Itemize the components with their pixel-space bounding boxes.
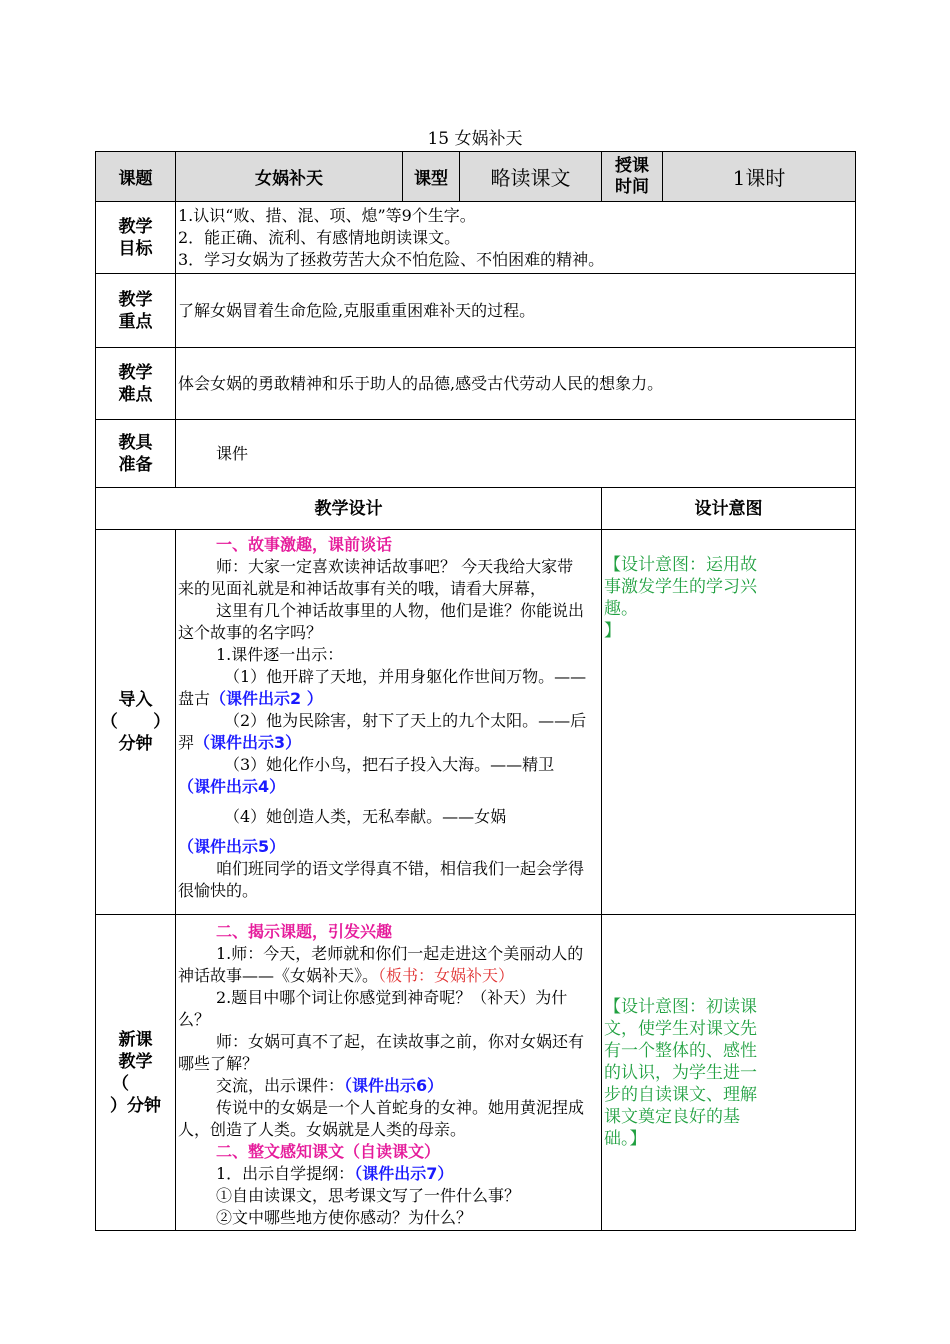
design-line: 【设计意图：运用故 bbox=[604, 555, 757, 575]
header-row bbox=[96, 152, 856, 202]
design-line: 趣。 bbox=[604, 599, 638, 619]
design-line: 课文奠定良好的基 bbox=[604, 1106, 740, 1127]
section2-line: 师：女娲可真不了起，在读故事之前，你对女娲还有 bbox=[216, 1032, 585, 1051]
section1-line: 师：大家一定喜欢读神话故事吧？ 今天我给大家带 bbox=[216, 557, 574, 576]
section2-text: 交流，出示课件： bbox=[216, 1076, 345, 1095]
type-value: 略读课文 bbox=[460, 152, 602, 202]
section2-design-intent bbox=[602, 915, 856, 1231]
section2-line: 2.题目中哪个词让你感觉到神奇呢？（补天）为什 bbox=[216, 988, 568, 1007]
design-line: 事激发学生的学习兴 bbox=[604, 577, 757, 597]
time-label bbox=[602, 152, 663, 202]
courseware-ref: （课件出示7） bbox=[354, 1164, 454, 1183]
section2-line bbox=[178, 1075, 599, 1097]
section2-line: 哪些了解？ bbox=[178, 1054, 259, 1073]
courseware-ref: （课件出示6） bbox=[344, 1076, 444, 1095]
section1-label-2: （ ） bbox=[100, 712, 171, 732]
section1-content bbox=[176, 530, 602, 915]
section2-line: ②文中哪些地方使你感动？为什么？ bbox=[216, 1208, 473, 1227]
section2-label-2: 教学 bbox=[118, 1051, 153, 1072]
section1-label bbox=[96, 530, 176, 915]
tools-content: 课件 bbox=[176, 420, 856, 488]
design-line: 的认识，为学生进一 bbox=[604, 1062, 757, 1083]
section1-line: （3）她化作小鸟，把石子投入大海。——精卫 bbox=[224, 755, 555, 774]
topic-value: 女娲补天 bbox=[176, 152, 403, 202]
section1-design-intent bbox=[602, 530, 856, 915]
focus-content: 了解女娲冒着生命危险,克服重重困难补天的过程。 bbox=[176, 274, 856, 348]
difficulty-row bbox=[96, 348, 856, 420]
section2-line bbox=[178, 965, 599, 987]
courseware-ref: （课件出示5） bbox=[178, 837, 286, 856]
section1-line: 这个故事的名字吗？ bbox=[178, 623, 323, 642]
design-line: 有一个整体的、感性 bbox=[604, 1040, 757, 1061]
section2-line: 么？ bbox=[178, 1010, 211, 1029]
design-header-row bbox=[96, 488, 856, 530]
section1-line: 很愉快的。 bbox=[178, 881, 259, 900]
section1-label-1: 导入 bbox=[118, 690, 153, 710]
goals-content bbox=[176, 202, 856, 274]
section2-label bbox=[96, 915, 176, 1231]
section2-label-3: （ bbox=[112, 1073, 129, 1094]
board-note: （板书：女娲补天） bbox=[378, 966, 515, 985]
tools-label-2: 准备 bbox=[118, 454, 153, 475]
section2-heading-2: 二、整文感知课文（自读课文） bbox=[216, 1142, 441, 1161]
section1-line: （2）他为民除害，射下了天上的九个太阳。——后 bbox=[224, 711, 587, 730]
section2-line: 人，创造了人类。女娲就是人类的母亲。 bbox=[178, 1120, 467, 1139]
courseware-ref: （课件出示3） bbox=[194, 733, 302, 752]
time-value: 1课时 bbox=[663, 152, 856, 202]
section1-line: （1）他开辟了天地，并用身躯化作世间万物。—— bbox=[224, 667, 587, 686]
focus-label bbox=[96, 274, 176, 348]
section1-text: 羿 bbox=[178, 733, 195, 752]
design-line: 】 bbox=[604, 621, 621, 641]
section1-line: 咱们班同学的语文学得真不错，相信我们一起会学得 bbox=[216, 859, 585, 878]
section2-line: 传说中的女娲是一个人首蛇身的女神。她用黄泥捏成 bbox=[216, 1098, 585, 1117]
section1-row bbox=[96, 530, 856, 915]
goal-3: 3．学习女娲为了拯救劳苦大众不怕危险、不怕困难的精神。 bbox=[178, 250, 605, 269]
section2-text: 神话故事——《女娲补天》。 bbox=[178, 966, 379, 985]
section2-content bbox=[176, 915, 602, 1231]
goal-2: 2．能正确、流利、有感情地朗读课文。 bbox=[178, 228, 461, 247]
design-line: 文，使学生对课文先 bbox=[604, 1018, 757, 1039]
section1-line: 来的见面礼就是和神话故事有关的哦，请看大屏幕， bbox=[178, 579, 547, 598]
focus-row bbox=[96, 274, 856, 348]
section1-line bbox=[178, 732, 599, 754]
goals-label-1: 教学 bbox=[118, 216, 153, 237]
section2-line: 1.师：今天，老师就和你们一起走进这个美丽动人的 bbox=[216, 944, 584, 963]
difficulty-label bbox=[96, 348, 176, 420]
section2-line: ①自由读课文，思考课文写了一件什么事？ bbox=[216, 1186, 521, 1205]
time-label-2: 时间 bbox=[615, 176, 649, 197]
section2-heading: 二、揭示课题，引发兴趣 bbox=[216, 922, 393, 941]
design-line: 础。】 bbox=[604, 1128, 647, 1149]
tools-row bbox=[96, 420, 856, 488]
section1-label-3: 分钟 bbox=[118, 734, 153, 754]
section1-line: （4）她创造人类，无私奉献。——女娲 bbox=[224, 807, 507, 826]
type-label: 课型 bbox=[403, 152, 460, 202]
design-header-right: 设计意图 bbox=[602, 488, 856, 530]
focus-label-1: 教学 bbox=[118, 289, 153, 310]
topic-label: 课题 bbox=[96, 152, 176, 202]
difficulty-label-1: 教学 bbox=[118, 362, 153, 383]
section2-label-4: ）分钟 bbox=[110, 1095, 161, 1116]
goals-row bbox=[96, 202, 856, 274]
section1-line bbox=[178, 688, 599, 710]
section2-line bbox=[178, 1163, 599, 1185]
design-header-left: 教学设计 bbox=[96, 488, 602, 530]
design-line: 步的自读课文、理解 bbox=[604, 1084, 757, 1105]
section1-heading: 一、故事激趣，课前谈话 bbox=[216, 535, 393, 554]
section2-text: 1．出示自学提纲： bbox=[216, 1164, 355, 1183]
section1-text: 盘古 bbox=[178, 689, 211, 708]
tools-label bbox=[96, 420, 176, 488]
section1-line: 这里有几个神话故事里的人物，他们是谁？你能说出 bbox=[216, 601, 585, 620]
courseware-ref: （课件出示2 ） bbox=[210, 689, 323, 708]
lesson-plan-table bbox=[95, 151, 856, 1231]
document-title: 15 女娲补天 bbox=[427, 129, 523, 149]
section2-label-1: 新课 bbox=[118, 1029, 153, 1050]
goals-label-2: 目标 bbox=[118, 238, 153, 259]
goal-1: 1.认识“败、措、混、项、熄”等9个生字。 bbox=[178, 206, 476, 225]
section1-line: 1.课件逐一出示： bbox=[216, 645, 344, 664]
difficulty-label-2: 难点 bbox=[118, 384, 153, 405]
focus-label-2: 重点 bbox=[118, 311, 153, 332]
difficulty-content: 体会女娲的勇敢精神和乐于助人的品德,感受古代劳动人民的想象力。 bbox=[176, 348, 856, 420]
design-line: 【设计意图：初读课 bbox=[604, 996, 757, 1017]
tools-label-1: 教具 bbox=[118, 432, 153, 453]
courseware-ref: （课件出示4） bbox=[178, 777, 286, 796]
section2-row bbox=[96, 915, 856, 1231]
goals-label bbox=[96, 202, 176, 274]
time-label-1: 授课 bbox=[615, 155, 649, 176]
